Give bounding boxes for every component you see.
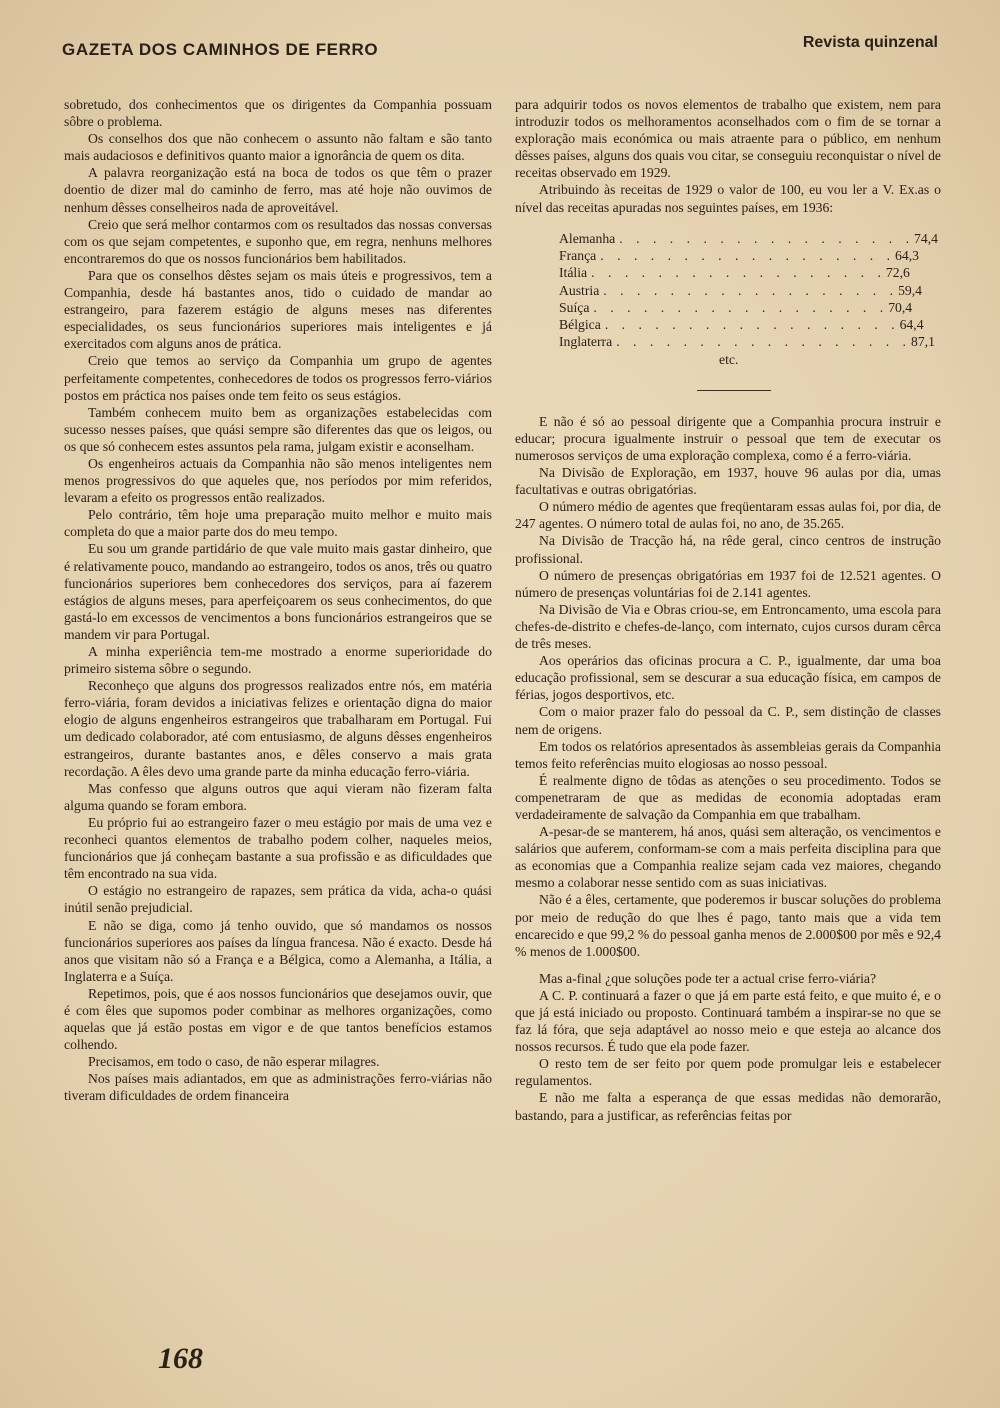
table-row: [559, 282, 923, 299]
paragraph: Pelo contrário, têm hoje uma preparação muito melhor e muito mais completa do que a maior parte dos do meu tempo.: [64, 507, 492, 540]
paragraph: O estágio no estrangeiro de rapazes, sem prática da vida, acha-o quási inútil senão prejudicial.: [64, 883, 492, 916]
revenue-value: 64,4: [899, 317, 924, 333]
paragraph: Aos operários das oficinas procura a C. P., igualmente, dar uma boa educação profissional, sem se descurar a sua educação física, em campos de férias, jogos desportivos, etc.: [515, 653, 941, 703]
country-name: Inglaterra: [559, 334, 613, 350]
table-row: [559, 264, 909, 281]
revenue-value: 74,4: [914, 230, 938, 246]
leader-dots: . . . . . . . . . . . . . . . . . .: [616, 334, 911, 350]
paragraph: para adquirir todos os novos elementos de trabalho que existem, nem para introduzir todos os melhoramentos aconselhados com o fim de se tornar a exploração mais económica ou mais atraente para o público, em nenhum dêsses países, alguns dos quais vou citar, se conseguiu reconquistar o nível de receitas observado em 1929.: [515, 97, 941, 181]
revenue-value: 72,6: [885, 265, 910, 281]
table-row: [559, 247, 919, 264]
leader-dots: . . . . . . . . . . . . . . . . . .: [619, 230, 915, 246]
paragraph: Com o maior prazer falo do pessoal da C. P., sem distinção de classes nem de origens.: [515, 704, 941, 737]
paragraph: Eu sou um grande partidário de que vale muito mais gastar dinheiro, que é relativamente pouco, mandando ao estrangeiro, todos os anos, três ou quatro funcionários superiores bem conhecedores dos serviços, para aí fazerem estágios de alguns meses, para aperfeiçoarem os seus conhecimentos, do que gastá-lo em excessos de vencimentos a bons funcionários estrangeiros que se mandem vir para Portugal.: [64, 541, 492, 642]
country-name: Austria: [559, 282, 600, 298]
paragraph: O número médio de agentes que freqüentaram essas aulas foi, por dia, de 247 agentes. O número total de aulas foi, no ano, de 35.265.: [515, 499, 941, 532]
paragraph: Em todos os relatórios apresentados às assembleias gerais da Companhia temos feito referências muito elogiosas ao nosso pessoal.: [515, 738, 941, 771]
country-name: Bélgica: [559, 317, 601, 333]
paragraph: Mas a-final ¿que soluções pode ter a actual crise ferro-viária?: [539, 970, 877, 986]
country-name: França: [559, 247, 597, 263]
paragraph: sobretudo, dos conhecimentos que os dirigentes da Companhia possuam sôbre o problema.: [64, 97, 492, 130]
paragraph: Os engenheiros actuais da Companhia não são menos inteligentes nem menos progressivos do que aqueles que, nos períodos por mim referidos, levaram a efeito os progressos então realizados.: [64, 455, 492, 506]
leader-dots: . . . . . . . . . . . . . . . . . .: [604, 317, 900, 333]
paragraph: Os conselhos dos que não conhecem o assunto não faltam e são tanto mais audaciosos e definitivos quanto maior a ignorância de quem os dita.: [64, 131, 492, 164]
paragraph: Creio que será melhor contarmos com os resultados das nossas conversas com os que sejam competentes, e suponho que, em regra, nenhuns melhores encontraremos do que os nossos funcionários bem habilitados.: [64, 216, 492, 266]
left-column: [64, 96, 492, 1105]
leader-dots: . . . . . . . . . . . . . . . . . .: [603, 282, 899, 298]
paragraph: Também conhecem muito bem as organizações estabelecidas com sucesso nesses países, que quási sempre são diferentes das que os leigos, ou os que só conhecem estes assuntos pela rama, julgam existir e aconselham.: [64, 404, 492, 454]
revenue-value: 59,4: [898, 282, 923, 298]
paragraph: Precisamos, em todo o caso, de não esperar milagres.: [88, 1054, 380, 1070]
revenue-table: [559, 230, 938, 368]
paragraph: Na Divisão de Exploração, em 1937, houve 96 aulas por dia, umas facultativas e outras obrigatórias.: [515, 465, 941, 498]
paragraph: E não se diga, como já tenho ouvido, que só mandamos os nossos funcionários superiores aos países da língua francesa. Não é exacto. Desde há anos que visitam não só a França e a Bélgica, como a Alemanha, a Itália, a Inglaterra e a Suíça.: [64, 917, 492, 984]
right-column: [515, 96, 941, 1124]
paragraph: O número de presenças obrigatórias em 1937 foi de 12.521 agentes. O número de presenças voluntárias foi de 2.141 agentes.: [515, 567, 941, 600]
paragraph: A palavra reorganização está na boca de todos os que têm o prazer doentio de dizer mal do caminho de ferro, mas até hoje não ouvimos de nenhum dêsses conselheiros nada de aproveitável.: [64, 165, 492, 215]
revenue-value: 64,3: [895, 247, 919, 263]
publication-subtitle: Revista quinzenal: [802, 34, 938, 51]
paragraph: A C. P. continuará a fazer o que já em parte está feito, e que muito é, e o que já está iniciado ou proposto. Continuará também a inspirar-se no que se faz lá fóra, que seja adaptável ao nosso meio e que esteja ao alcance dos nossos recursos. É tudo que ela pode fazer.: [515, 987, 941, 1055]
country-name: Itália: [559, 265, 588, 281]
paragraph: Na Divisão de Tracção há, na rêde geral, cinco centros de instrução profissional.: [515, 533, 941, 566]
spacer: [515, 960, 941, 970]
paragraph: Atribuindo às receitas de 1929 o valor de 100, eu vou ler a V. Ex.as o nível das receitas apuradas nos seguintes países, em 1936:: [515, 182, 941, 215]
paragraph: E não me falta a esperança de que essas medidas não demorarão, bastando, para a justificar, as referências feitas por: [515, 1090, 941, 1123]
paragraph: Para que os conselhos dêstes sejam os mais úteis e progressivos, tem a Companhia, desde há bastantes anos, tido o cuidado de mandar ao estrangeiro, para fazerem estágio de alguns meses nas diferentes especialidades, os seus funcionários superiores mais inteligentes e já exercitados com alguns anos de prática.: [64, 267, 492, 352]
publication-title: GAZETA DOS CAMINHOS DE FERRO: [62, 40, 379, 59]
leader-dots: . . . . . . . . . . . . . . . . . .: [591, 265, 886, 281]
paragraph: Nos países mais adiantados, em que as administrações ferro-viárias não tiveram dificuldades de ordem financeira: [64, 1071, 492, 1104]
page-number: 168: [158, 1342, 203, 1375]
paragraph: É realmente digno de tôdas as atenções o seu procedimento. Todos se compenetraram de que as medidas de economia adoptadas eram verdadeiramente de salvação da Companhia em que trabalham.: [515, 772, 941, 822]
paragraph: Na Divisão de Via e Obras criou-se, em Entroncamento, uma escola para chefes-de-distrito e chefes-de-lanço, com internato, cujos cursos duram cêrca de três meses.: [515, 601, 941, 652]
paragraph: Reconheço que alguns dos progressos realizados entre nós, em matéria ferro-viária, foram devidos a iniciativas felizes e orientação digna do maior elogio de alguns engenheiros estrangeiros que trabalharam em Portugal. Fui um dedicado colaborador, até com entusiasmo, de alguns dêsses engenheiros estrangeiros, durante bastantes anos, e dêles conservo a mais grata recordação. A êles devo uma grande parte da minha educação ferro-viária.: [64, 678, 492, 779]
table-etc: etc.: [719, 351, 739, 367]
paragraph: E não é só ao pessoal dirigente que a Companhia procura instruir e educar; procura igualmente instruir o pessoal que tem de executar os numerosos serviços de uma exploração complexa, como é a ferro-viária.: [515, 413, 941, 464]
country-name: Alemanha: [559, 230, 616, 246]
paragraph: Não é a êles, certamente, que poderemos ir buscar soluções do problema por meio de redução do que lhes é pago, tanto mais que a vida tem encarecido e que 99,2 % do pessoal ganha menos de 2.000$00 por mês e 92,4 % menos de 1.000$00.: [515, 892, 941, 959]
table-row: [559, 316, 924, 333]
paragraph: A minha experiência tem-me mostrado a enorme superioridade do primeiro sistema sôbre o segundo.: [64, 644, 492, 677]
revenue-value: 70,4: [888, 299, 913, 315]
paragraph: Mas confesso que alguns outros que aqui vieram não fizeram falta alguma quando se foram embora.: [64, 780, 492, 813]
section-divider: [697, 390, 771, 391]
table-row: [559, 333, 935, 350]
paragraph: A-pesar-de se manterem, há anos, quási sem alteração, os vencimentos e salários que auferem, conformam-se com a mais perfeita disciplina para que as economias que a Companhia realize sejam cada vez maiores, chegando mesmo a colaborar nesse sentido com as suas iniciativas.: [515, 824, 941, 891]
leader-dots: . . . . . . . . . . . . . . . . . .: [600, 247, 896, 263]
table-row: [559, 230, 938, 247]
table-row: [559, 299, 913, 316]
leader-dots: . . . . . . . . . . . . . . . . . .: [593, 299, 889, 315]
paragraph: O resto tem de ser feito por quem pode promulgar leis e estabelecer regulamentos.: [515, 1056, 941, 1089]
paragraph: Eu próprio fui ao estrangeiro fazer o meu estágio por mais de uma vez e reconheci quantos elementos de trabalho podem colher, naqueles meios, funcionários que já conheçam bastante a sua profissão e as dificuldades que têm encontrado na sua vida.: [64, 814, 492, 882]
paragraph: Repetimos, pois, que é aos nossos funcionários que desejamos ouvir, que é com êles que supomos poder combinar as melhores organizações, como aquelas que já estão postas em vigor e de que tantos benefícios estamos colhendo.: [64, 985, 492, 1053]
country-name: Suíça: [559, 299, 590, 315]
paragraph: Creio que temos ao serviço da Companhia um grupo de agentes perfeitamente competentes, conhecedores de todos os progressos ferro-viários postos em práctica nos países onde tem feito os seus estágios.: [64, 353, 492, 403]
revenue-value: 87,1: [910, 334, 935, 350]
